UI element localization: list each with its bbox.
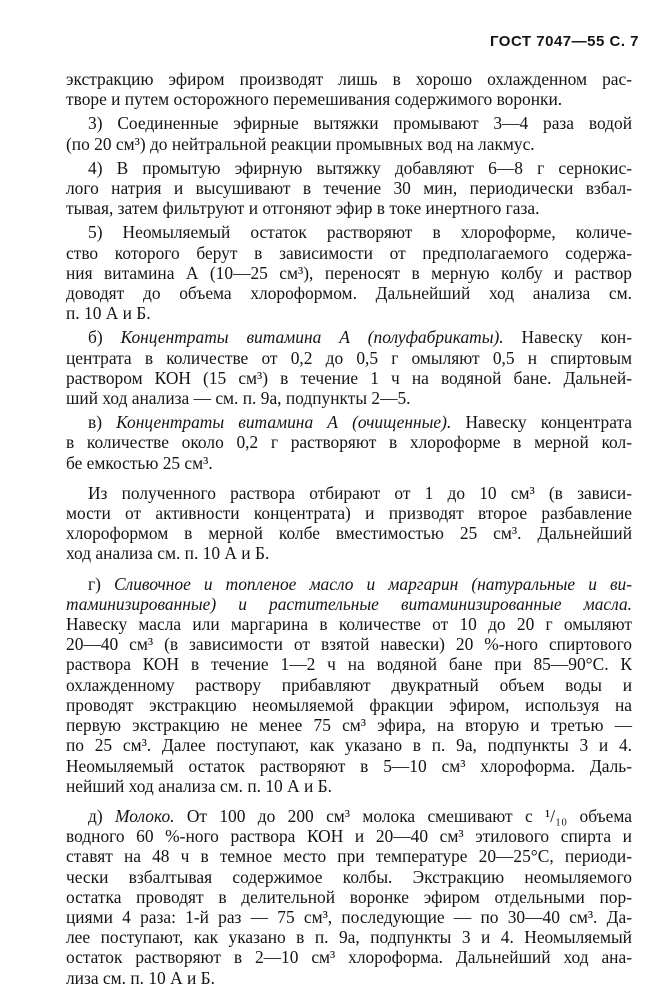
text-run: остатка проводят в делительной воронке эфиром отдельными пор- (66, 886, 632, 907)
text-line (66, 947, 632, 967)
paragraph (66, 222, 632, 323)
text-run: экстракцию эфиром производят лишь в хорошо охлажденном рас- (66, 69, 632, 89)
text-run: ход анализа см. п. 10 А и Б. (66, 543, 270, 564)
text-line (66, 69, 632, 89)
text-run: охлажденному раствору прибавляют двукратный объем воды и (66, 674, 632, 695)
text-run: ший ход анализа — см. п. 9а, подпункты 2—5. (66, 388, 411, 409)
text-run: лее поступают, как указано в п. 9а, подпункты 3 и 4. Неомыляемый (66, 927, 632, 948)
text-run: раствора КОН в течение 1—2 ч на водяной бане при 85—90°С. К (66, 654, 632, 675)
text-run: центрата в количестве от 0,2 до 0,5 г омыляют 0,5 н спиртовым (66, 347, 632, 368)
text-line (66, 198, 632, 218)
text-run: в количестве около 0,2 г растворяют в хлороформе в мерной кол- (66, 432, 632, 453)
text-line (66, 543, 632, 563)
text-run: п. 10 А и Б. (66, 303, 151, 324)
text-line (66, 134, 632, 154)
text-run: раствором КОН (15 см³) в течение 1 ч на водяной бане. Дальней- (66, 367, 632, 388)
paragraph (66, 412, 632, 473)
text-line (66, 715, 632, 735)
text-line (66, 178, 632, 198)
text-line (66, 927, 632, 947)
text-line (66, 412, 632, 432)
text-run: проводят экстракцию неомыляемой фракции эфиром, используя на (66, 694, 632, 715)
text-run: (по 20 см³) до нейтральной реакции промывных вод на лакмус. (66, 133, 535, 154)
text-run: водного 60 %-ного раствора КОН и 20—40 см³ этилового спирта и (66, 826, 632, 847)
text-line (66, 968, 632, 988)
text-run: Навеску концентрата (451, 412, 632, 433)
text-line (66, 907, 632, 927)
text-run: хлороформом в мерной колбе вместимостью 25 см³. Дальнейший (66, 523, 632, 544)
text-run: Навеску кон- (503, 327, 632, 348)
text-line (66, 158, 632, 178)
text-line (66, 675, 632, 695)
text-run: бе емкостью 25 см³. (66, 452, 213, 473)
text-run: мости от активности концентрата) и призводят второе разбавление (66, 503, 632, 524)
text-line (66, 222, 632, 242)
text-run: циями 4 раза: 1-й раз — 75 см³, последующие — по 30—40 см³. Да- (66, 906, 632, 927)
text-line (66, 113, 632, 133)
text-run: 3) Соединенные эфирные вытяжки промывают 3—4 раза водой (88, 113, 632, 134)
text-run: Неомыляемый остаток растворяют в 5—10 см³ хлороформа. Даль- (66, 755, 632, 776)
text-line (66, 756, 632, 776)
text-line (66, 695, 632, 715)
text-line (66, 432, 632, 452)
text-line (66, 826, 632, 846)
text-run: лого натрия и высушивают в течение 30 мин, периодически взбал- (66, 178, 632, 199)
text-line (66, 806, 632, 826)
page-header: ГОСТ 7047—55 С. 7 (490, 33, 639, 50)
text-line (66, 574, 632, 594)
text-line (66, 887, 632, 907)
text-run: чески взбалтывая содержимое колбы. Экстракцию неомыляемого (66, 866, 632, 887)
paragraph (66, 483, 632, 564)
text-line (66, 634, 632, 654)
text-line (66, 327, 632, 347)
paragraph (66, 327, 632, 408)
italic-run: Молоко. (114, 805, 175, 826)
text-line (66, 89, 632, 109)
text-line (66, 503, 632, 523)
italic-run: Концентраты витамина А (очищенные). (116, 412, 452, 433)
text-run: остаток растворяют в 2—10 см³ хлороформа. Дальнейший ход ана- (66, 947, 632, 968)
text-run: ния витамина А (10—25 см³), переносят в мерную колбу и раствор (66, 262, 632, 283)
text-line (66, 776, 632, 796)
italic-run: Концентраты витамина А (полуфабрикаты). (120, 327, 504, 348)
paragraph (66, 69, 632, 109)
text-run: Из полученного раствора отбирают от 1 до 10 см³ (в зависи- (88, 482, 632, 503)
text-run: г) (88, 573, 115, 594)
text-line (66, 846, 632, 866)
text-run: 5) Неомыляемый остаток растворяют в хлороформе, количе- (88, 222, 632, 243)
text-line (66, 453, 632, 473)
text-line (66, 523, 632, 543)
text-line (66, 243, 632, 263)
text-run: нейший ход анализа см. п. 10 А и Б. (66, 775, 332, 796)
text-run: по 25 см³. Далее поступают, как указано в п. 9а, подпункты 3 и 4. (66, 735, 632, 756)
text-run: Навеску масла или маргарина в количестве от 10 до 20 г омыляют (66, 614, 632, 635)
text-run: От 100 до 200 см³ молока смешивают с ¹/₁₀ объема (174, 805, 632, 826)
text-run: тывая, затем фильтруют и отгоняют эфир в токе инертного газа. (66, 198, 540, 219)
text-run: творе и путем осторожного перемешивания содержимого воронки. (66, 89, 563, 110)
text-line (66, 483, 632, 503)
paragraph (66, 158, 632, 219)
text-line (66, 867, 632, 887)
text-line (66, 594, 632, 614)
text-line (66, 654, 632, 674)
italic-run: Сливочное и топленое масло и маргарин (натуральные и ви- (114, 573, 633, 594)
text-run: лиза см. п. 10 А и Б. (66, 967, 215, 988)
text-run: ставят на 48 ч в темное место при температуре 20—25°С, периоди- (66, 846, 632, 867)
text-run: б) (88, 327, 121, 348)
document-body (66, 69, 632, 992)
paragraph (66, 574, 632, 796)
text-line (66, 368, 632, 388)
text-run: ство которого берут в зависимости от предполагаемого содержа- (66, 242, 632, 263)
italic-run: таминизированные) и растительные витаминизированные масла. (66, 593, 632, 614)
text-line (66, 735, 632, 755)
text-line (66, 303, 632, 323)
text-run: 4) В промытую эфирную вытяжку добавляют 6—8 г сернокис- (88, 157, 632, 178)
text-line (66, 388, 632, 408)
text-line (66, 263, 632, 283)
text-run: доводят до объема хлороформом. Дальнейший ход анализа см. (66, 283, 632, 304)
text-run: в) (88, 412, 117, 433)
text-line (66, 614, 632, 634)
text-run: 20—40 см³ (в зависимости от взятой навески) 20 %-ного спиртового (66, 634, 632, 655)
text-line (66, 348, 632, 368)
text-run: первую экстракцию не менее 75 см³ эфира, на вторую и третью — (66, 715, 632, 736)
paragraph (66, 113, 632, 153)
text-run: д) (88, 805, 115, 826)
paragraph (66, 806, 632, 988)
text-line (66, 283, 632, 303)
